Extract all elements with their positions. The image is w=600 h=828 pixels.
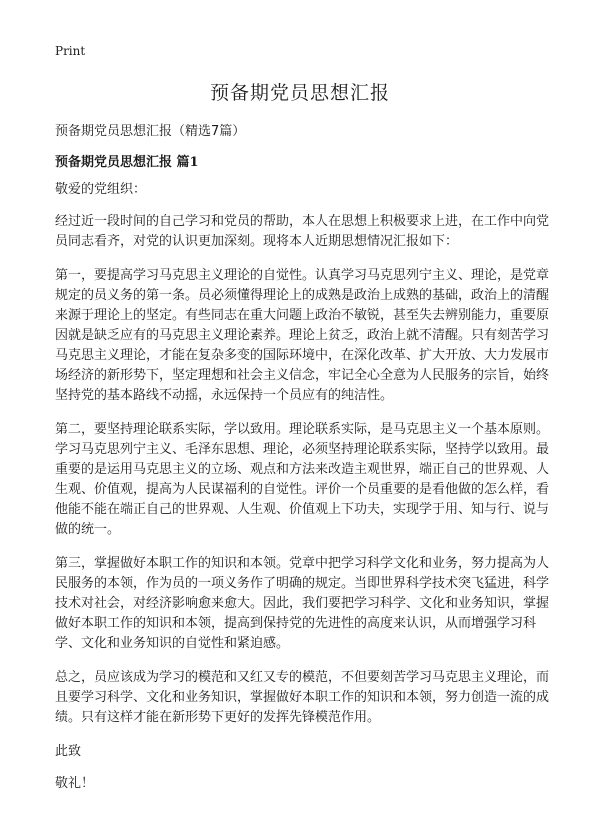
paragraph-first: 第一，要提高学习马克思主义理论的自觉性。认真学习马克思列宁主义、理论，是党章规定的员义务的第一条。员必须懂得理论上的成熟是政治上成熟的基础，政治上的清醒来源于理论上的坚定。有些同志在重大问题上政治不敏锐，甚至失去辨别能力，重要原因就是缺乏应有的马克思主义理论素养。理论上贫乏，政治上就不清醒。只有刻苦学习马克思主义理论，才能在复杂多变的国际环境中，在深化改革、扩大开放、大力发展市场经济的新形势下，坚定理想和社会主义信念，牢记全心全意为人民服务的宗旨，始终坚持党的基本路线不动摇，永远保持一个员应有的纯洁性。	[55, 268, 550, 403]
page-title: 预备期党员思想汇报	[209, 82, 390, 104]
section-heading: 预备期党员思想汇报 篇1	[55, 155, 199, 170]
paragraph-conclusion: 总之，员应该成为学习的模范和又红又专的模范，不但要刻苦学习马克思主义理论，而且要学习科学、文化和业务知识，掌握做好本职工作的知识和本领，努力创造一流的成绩。只有这样才能在新形势下更好的发挥先锋模范作用。	[55, 670, 550, 725]
document-subtitle: 预备期党员思想汇报（精选7篇）	[55, 124, 246, 139]
paragraph-second: 第二，要坚持理论联系实际，学以致用。理论联系实际，是马克思主义一个基本原则。学习马克思列宁主义、毛泽东思想、理论，必须坚持理论联系实际，坚持学以致用。最重要的是运用马克思主义的立场、观点和方法来改造主观世界，端正自己的世界观、人生观、价值观，提高为人民谋福利的自觉性。评价一个员重要的是看他做的怎么样，看他能不能在端正自己的世界观、人生观、价值观上下功夫，实现学于用、知与行、说与做的统一。	[55, 422, 550, 537]
print-link[interactable]: Print	[55, 44, 86, 58]
paragraph-intro: 经过近一段时间的自己学习和党员的帮助，本人在思想上积极要求上进，在工作中向党员同志看齐，对党的认识更加深刻。现将本人近期思想情况汇报如下：	[55, 214, 550, 249]
salutation: 敬爱的党组织：	[55, 182, 147, 197]
paragraph-third: 第三，掌握做好本职工作的知识和本领。党章中把学习科学文化和业务，努力提高为人民服务的本领，作为员的一项义务作了明确的规定。当即世界科学技术突飞猛进，科学技术对社会，对经济影响愈来愈大。因此，我们要把学习科学、文化和业务知识，掌握做好本职工作的知识和本领，提高到保持党的先进性的高度来认识，从而增强学习科学、文化和业务知识的自觉性和紧迫感。	[55, 556, 550, 651]
closing-line: 此致	[55, 744, 82, 759]
closing-salute: 敬礼！	[55, 776, 95, 791]
document-body	[55, 180, 555, 806]
